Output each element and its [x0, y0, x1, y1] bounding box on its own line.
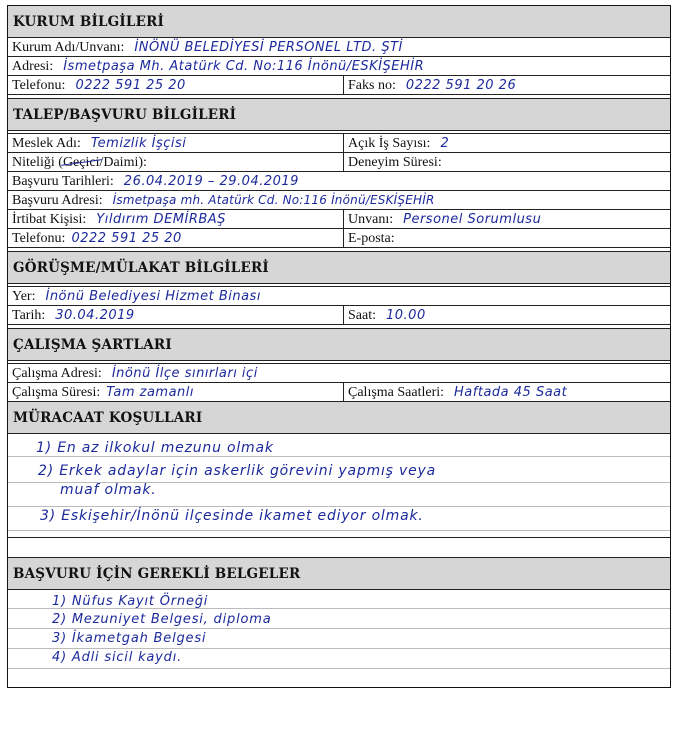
section-muracaat-heading: MÜRACAAT KOŞULLARI [8, 402, 670, 434]
calisma-saat-label: Çalışma Saatleri: [348, 385, 445, 400]
row-calisma-adres [8, 364, 670, 383]
calisma-sure-value: Tam zamanlı [106, 385, 195, 400]
kurum-faks-value: 0222 591 20 26 [405, 78, 517, 93]
talep-telefon-label: Telefonu: [12, 231, 66, 246]
row-meslek [8, 134, 670, 153]
basvuru-adres-label: Başvuru Adresi: [12, 193, 103, 208]
job-posting-form [7, 5, 671, 688]
calisma-adres-value: İnönü İlçe sınırları içi [111, 366, 258, 381]
calisma-saat-value: Haftada 45 Saat [454, 385, 568, 400]
eposta-label: E-posta: [348, 231, 395, 246]
basvuru-tarih-value: 26.04.2019 – 29.04.2019 [123, 174, 299, 189]
section-belgeler-heading: BAŞVURU İÇİN GEREKLİ BELGELER [8, 558, 670, 590]
kurum-adres-label: Adresi: [12, 59, 54, 74]
muracaat-line-3: muaf olmak. [60, 482, 157, 498]
kurum-telefon-value: 0222 591 25 20 [75, 78, 186, 93]
gorusme-saat-label: Saat: [348, 308, 376, 323]
irtibat-label: İrtibat Kişisi: [12, 212, 87, 227]
belgeler-line-4: 4) Adli sicil kaydı. [52, 650, 183, 665]
row-gorusme-tarih [8, 306, 670, 325]
muracaat-line-2: 2) Erkek adaylar için askerlik görevini yapmış veya [38, 463, 436, 479]
acik-is-value: 2 [440, 136, 450, 151]
gorusme-tarih-value: 30.04.2019 [55, 308, 135, 323]
basvuru-tarih-label: Başvuru Tarihleri: [12, 174, 114, 189]
calisma-sure-label: Çalışma Süresi: [12, 385, 101, 400]
row-irtibat [8, 210, 670, 229]
kurum-telefon-label: Telefonu: [12, 78, 66, 93]
kurum-adres-value: İsmetpaşa Mh. Atatürk Cd. No:116 İnönü/ESKİŞEHİR [63, 59, 425, 74]
irtibat-value: Yıldırım DEMİRBAŞ [96, 212, 226, 227]
gorusme-tarih-label: Tarih: [12, 308, 46, 323]
acik-is-label: Açık İş Sayısı: [348, 136, 431, 151]
muracaat-line-4: 3) Eskişehir/İnönü ilçesinde ikamet ediyor olmak. [40, 508, 424, 524]
row-nitelik [8, 153, 670, 172]
section-calisma-heading: ÇALIŞMA ŞARTLARI [8, 329, 670, 361]
row-basvuru-adres [8, 191, 670, 210]
row-kurum-adi [8, 38, 670, 57]
nitelik-label: Niteliği (Geçici/Daimi): [12, 155, 147, 170]
talep-telefon-value: 0222 591 25 20 [71, 231, 182, 246]
unvan-label: Unvanı: [348, 212, 394, 227]
yer-label: Yer: [12, 289, 36, 304]
unvan-value: Personel Sorumlusu [403, 212, 542, 227]
row-basvuru-tarih [8, 172, 670, 191]
row-yer [8, 287, 670, 306]
section-kurum-heading: KURUM BİLGİLERİ [8, 6, 670, 38]
belgeler-lines-area [8, 590, 670, 687]
row-kurum-adres [8, 57, 670, 76]
kurum-adi-label: Kurum Adı/Unvanı: [12, 40, 125, 55]
kurum-faks-label: Faks no: [348, 78, 396, 93]
yer-value: İnönü Belediyesi Hizmet Binası [45, 289, 261, 304]
belgeler-line-3: 3) İkametgah Belgesi [52, 631, 207, 646]
belgeler-line-2: 2) Mezuniyet Belgesi, diploma [52, 612, 272, 627]
section-talep-heading: TALEP/BAŞVURU BİLGİLERİ [8, 99, 670, 131]
muracaat-lines-area [8, 434, 670, 538]
basvuru-adres-value: İsmetpaşa mh. Atatürk Cd. No:116 İnönü/ESKİŞEHİR [112, 193, 435, 207]
section-gorusme-heading: GÖRÜŞME/MÜLAKAT BİLGİLERİ [8, 252, 670, 284]
kurum-adi-value: İNÖNÜ BELEDİYESİ PERSONEL LTD. ŞTİ [134, 40, 403, 55]
calisma-adres-label: Çalışma Adresi: [12, 366, 102, 381]
row-talep-telefon [8, 229, 670, 248]
muracaat-line-1: 1) En az ilkokul mezunu olmak [36, 440, 274, 456]
meslek-label: Meslek Adı: [12, 136, 81, 151]
nitelik-gecici-struck: Geçici [62, 155, 100, 170]
belgeler-line-1: 1) Nüfus Kayıt Örneği [52, 594, 209, 609]
gorusme-saat-value: 10.00 [386, 308, 426, 323]
row-kurum-telefon [8, 76, 670, 95]
deneyim-label: Deneyim Süresi: [348, 155, 442, 170]
meslek-value: Temizlik İşçisi [90, 136, 187, 151]
row-calisma-sure [8, 383, 670, 402]
